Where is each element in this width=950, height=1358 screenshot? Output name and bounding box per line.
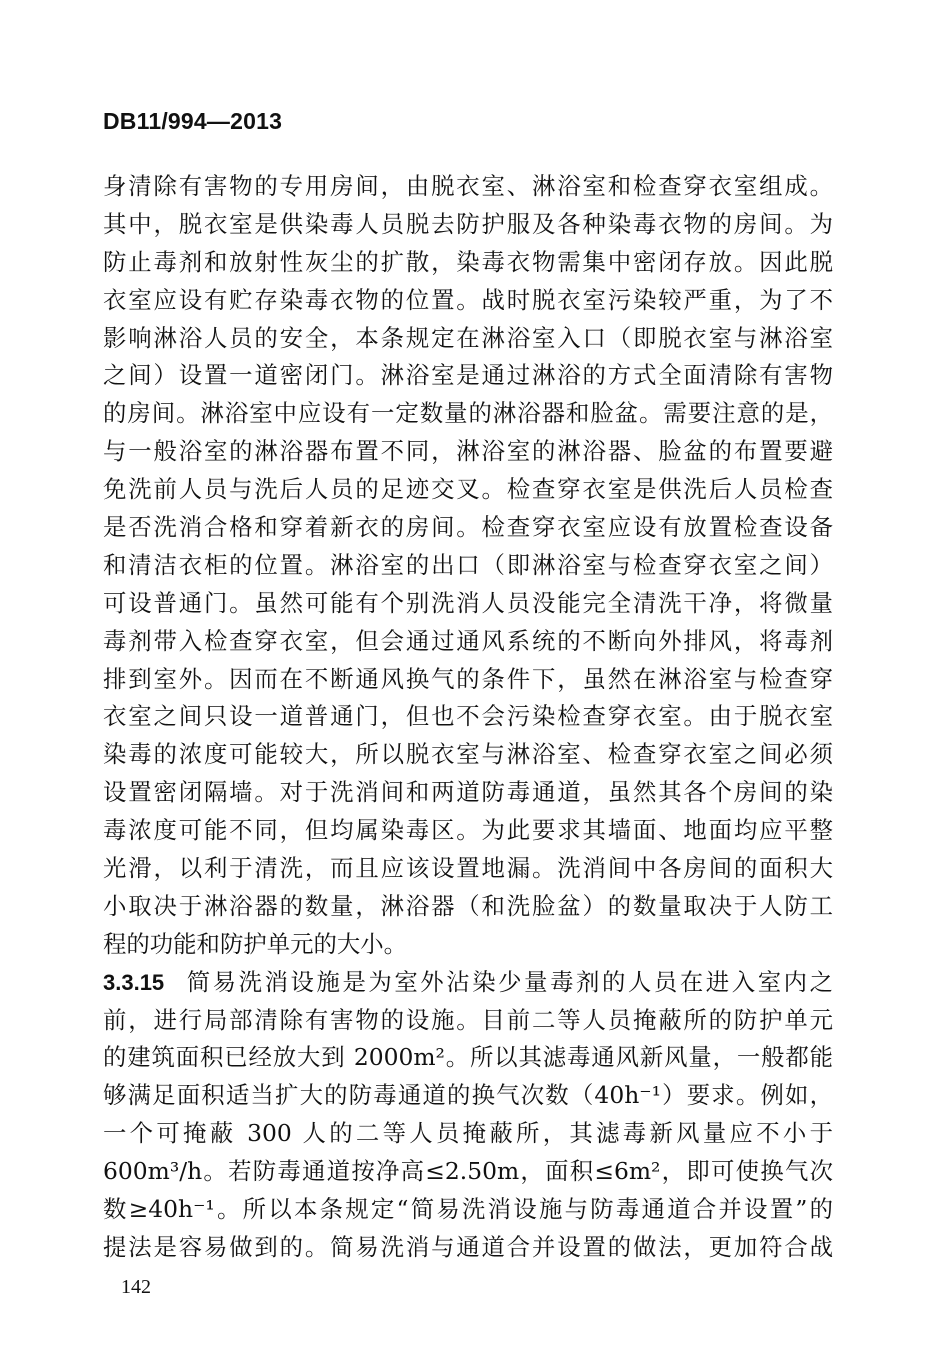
text-line: 够满足面积适当扩大的防毒通道的换气次数（40h⁻¹）要求。例如， (103, 1081, 833, 1110)
text-line: 身清除有害物的专用房间，由脱衣室、淋浴室和检查穿衣室组成。 (103, 172, 833, 200)
text-line: 毒剂带入检查穿衣室，但会通过通风系统的不断向外排风，将毒剂 (103, 626, 833, 655)
text-line: 衣室应设有贮存染毒衣物的位置。战时脱衣室污染较严重，为了不 (103, 285, 833, 314)
text-line: 毒浓度可能不同，但均属染毒区。为此要求其墙面、地面均应平整 (103, 816, 833, 845)
clause-first-line (103, 964, 833, 1002)
text-line: 排到室外。因而在不断通风换气的条件下，虽然在淋浴室与检查穿 (103, 664, 833, 693)
text-line: 小取决于淋浴器的数量，淋浴器（和洗脸盆）的数量取决于人防工 (103, 891, 833, 920)
text-line: 600m³/h。若防毒通道按净高≤2.50m，面积≤6m²，即可使换气次 (103, 1157, 833, 1186)
text-line: 染毒的浓度可能较大，所以脱衣室与淋浴室、检查穿衣室之间必须 (103, 740, 833, 769)
text-line: 其中，脱衣室是供染毒人员脱去防护服及各种染毒衣物的房间。为 (103, 209, 833, 238)
text-line: 设置密闭隔墙。对于洗消间和两道防毒通道，虽然其各个房间的染 (103, 778, 833, 807)
text-line: 一个可掩蔽 300 人的二等人员掩蔽所，其滤毒新风量应不小于 (103, 1119, 833, 1148)
text-line: 的房间。淋浴室中应设有一定数量的淋浴器和脸盆。需要注意的是， (103, 399, 833, 428)
text-line: 与一般浴室的淋浴器布置不同，淋浴室的淋浴器、脸盆的布置要避 (103, 437, 833, 466)
document-body (103, 168, 833, 1267)
text-line: 前，进行局部清除有害物的设施。目前二等人员掩蔽所的防护单元 (103, 1005, 833, 1034)
standard-code-header: DB11/994—2013 (103, 108, 283, 134)
page-number: 142 (121, 1276, 151, 1298)
text-line: 之间）设置一道密闭门。淋浴室是通过淋浴的方式全面清除有害物 (103, 361, 833, 390)
clause-number: 3.3.15 (103, 969, 165, 995)
text-line: 的建筑面积已经放大到 2000m²。所以其滤毒通风新风量，一般都能 (103, 1043, 833, 1072)
clause-3-3-15 (103, 964, 833, 1267)
text-line: 光滑，以利于清洗，而且应该设置地漏。洗消间中各房间的面积大 (103, 854, 833, 883)
paragraph-washing-room (103, 168, 833, 964)
text-line: 防止毒剂和放射性灰尘的扩散，染毒衣物需集中密闭存放。因此脱 (103, 247, 833, 276)
text-line: 免洗前人员与洗后人员的足迹交叉。检查穿衣室是供洗后人员检查 (103, 475, 833, 504)
text-line: 影响淋浴人员的安全，本条规定在淋浴室入口（即脱衣室与淋浴室 (103, 323, 833, 352)
text-line: 数≥40h⁻¹。所以本条规定“简易洗消设施与防毒通道合并设置”的 (103, 1195, 833, 1224)
text-line: 程的功能和防护单元的大小。 (103, 929, 408, 958)
clause-first-text: 简易洗消设施是为室外沾染少量毒剂的人员在进入室内之 (184, 967, 833, 996)
text-line: 可设普通门。虽然可能有个别洗消人员没能完全清洗干净，将微量 (103, 588, 833, 617)
text-line: 是否洗消合格和穿着新衣的房间。检查穿衣室应设有放置检查设备 (103, 513, 833, 542)
text-line: 衣室之间只设一道普通门，但也不会污染检查穿衣室。由于脱衣室 (103, 702, 833, 731)
text-line: 提法是容易做到的。简易洗消与通道合并设置的做法，更加符合战 (103, 1232, 833, 1261)
text-line: 和清洁衣柜的位置。淋浴室的出口（即淋浴室与检查穿衣室之间） (103, 550, 833, 579)
